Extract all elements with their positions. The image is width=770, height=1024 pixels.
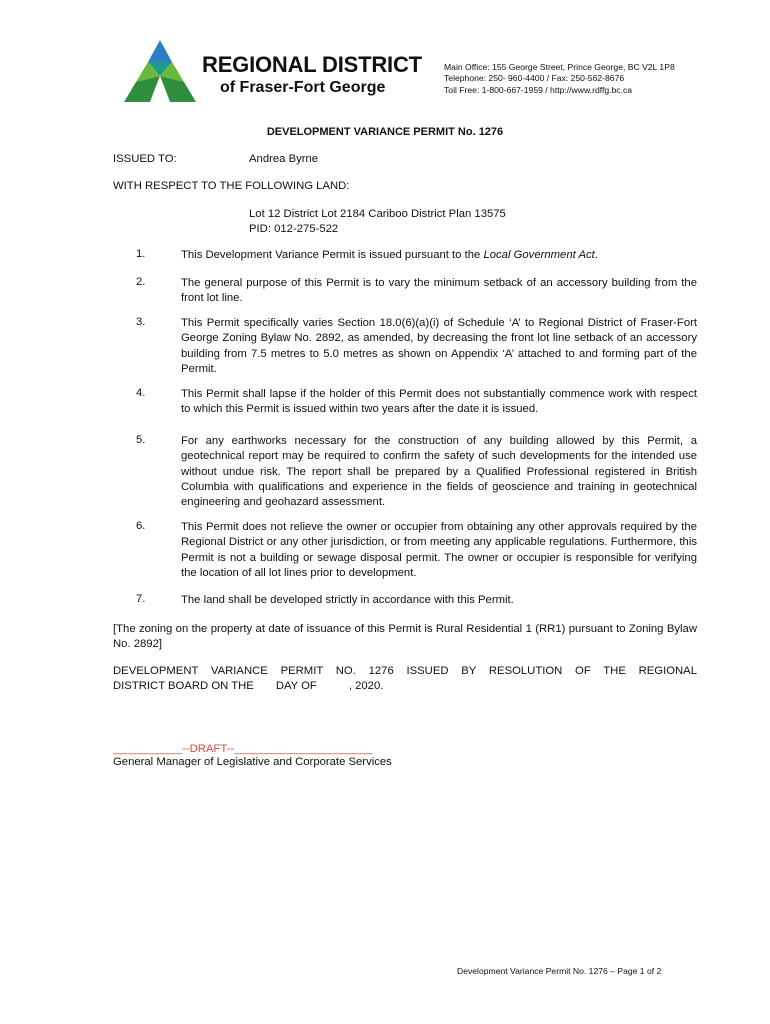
clause-text: The general purpose of this Permit is to vary the minimum setback of an accessory building from the front lot line.	[181, 277, 697, 305]
permit-title: DEVELOPMENT VARIANCE PERMIT No. 1276	[266, 126, 504, 138]
resolution-day-of: DAY OF	[275, 680, 317, 692]
clause-number: 3.	[136, 316, 146, 328]
resolution-line2	[113, 680, 383, 692]
zoning-note: [The zoning on the property at date of issuance of this Permit is Rural Residential 1 (RR1) pursuant to Zoning Bylaw No. 2892]	[113, 623, 697, 651]
issued-to-value: Andrea Byrne	[249, 153, 319, 165]
draft-signature: ___________--DRAFT--______________________	[113, 743, 373, 755]
clause-text: This Permit shall lapse if the holder of this Permit does not substantially commence work with respect to which this Permit is issued within two years after the date it is issued.	[181, 388, 697, 416]
clause-number: 4.	[136, 387, 146, 399]
land-description	[249, 207, 506, 237]
org-name-line2: of Fraser-Fort George	[220, 79, 386, 96]
signatory-title: General Manager of Legislative and Corporate Services	[113, 756, 392, 768]
contact-phone: Telephone: 250- 960-4400 / Fax: 250-562-8676	[444, 73, 625, 84]
rdffg-logo	[124, 40, 196, 102]
clause-text-part: This Development Variance Permit is issued pursuant to the	[181, 249, 484, 261]
resolution-board-text: DISTRICT BOARD ON THE	[113, 680, 254, 692]
clause-number: 2.	[136, 276, 146, 288]
clause-text: This Permit does not relieve the owner or occupier from obtaining any other approvals required by the Regional District or any other jurisdiction, or from meeting any applicable regulations. Furthermore, this Permit is not a building or sewage disposal permit. The owner or occupier is responsible for verifying the location of all lot lines prior to development.	[181, 521, 697, 579]
resolution-year: , 2020.	[348, 680, 384, 692]
clause-text-part: .	[594, 249, 598, 261]
clause-number: 6.	[136, 520, 146, 532]
land-legal: Lot 12 District Lot 2184 Cariboo District Plan 13575	[249, 208, 506, 220]
resolution-line1: DEVELOPMENT VARIANCE PERMIT NO. 1276 ISSUED BY RESOLUTION OF THE REGIONAL	[113, 665, 697, 677]
clause-number: 7.	[136, 593, 146, 605]
org-name-line1: REGIONAL DISTRICT	[202, 52, 422, 77]
act-name: Local Government Act	[483, 249, 595, 261]
clause-text: The land shall be developed strictly in accordance with this Permit.	[181, 594, 514, 606]
clause-number: 1.	[136, 248, 146, 260]
clause-text: This Permit specifically varies Section 18.0(6)(a)(i) of Schedule ‘A’ to Regional District of Fraser-Fort George Zoning Bylaw No. 2892, as amended, by decreasing the front lot line setback of an accessory building from 7.5 metres to 5.0 metres as shown on Appendix ‘A’ attached to and forming part of the Permit.	[181, 317, 697, 375]
contact-block	[444, 62, 675, 96]
contact-address: Main Office: 155 George Street, Prince George, BC V2L 1P8	[444, 62, 675, 72]
land-label: WITH RESPECT TO THE FOLLOWING LAND:	[113, 180, 350, 192]
clause-number: 5.	[136, 434, 146, 446]
contact-tollfree: Toll Free: 1-800-667-1959 / http://www.rdffg.bc.ca	[444, 84, 633, 95]
land-pid: PID: 012-275-522	[249, 223, 339, 235]
clause-text	[181, 248, 697, 263]
clause-text: For any earthworks necessary for the construction of any building allowed by this Permit, a geotechnical report may be required to confirm the safety of such developments for the intended use without undue risk. The report shall be prepared by a Qualified Professional registered in British Columbia with qualifications and experience in the fields of geoscience and training in geotechnical engineering and geohazard assessment.	[181, 435, 697, 509]
page-footer: Development Variance Permit No. 1276 – Page 1 of 2	[457, 966, 662, 976]
issued-to-label: ISSUED TO:	[113, 153, 177, 165]
